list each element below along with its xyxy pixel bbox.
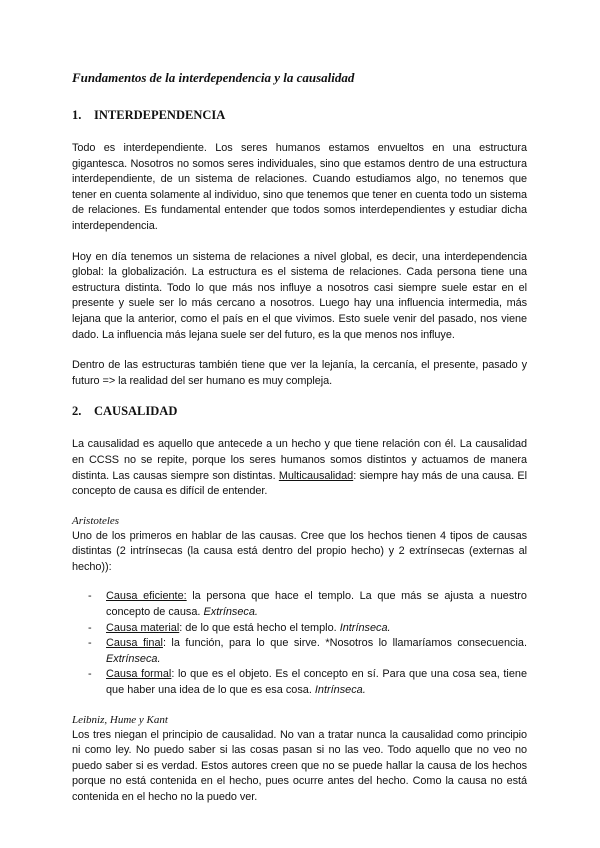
list-dash: - [88, 637, 92, 650]
cause-term: Causa final [106, 637, 163, 650]
document-page [72, 70, 527, 821]
cause-kind: Extrínseca. [106, 652, 161, 665]
section-number: 1. [72, 108, 82, 122]
list-dash: - [88, 668, 92, 681]
section-number: 2. [72, 404, 82, 419]
paragraph: Dentro de las estructuras también tiene que ver la lejanía, la cercanía, el presente, pasado y futuro => la realidad del ser humano es muy compleja. [72, 359, 527, 387]
paragraph: Uno de los primeros en hablar de las causas. Cree que los hechos tienen 4 tipos de causas distintas (2 intrínsecas (la causa está dentro del propio hecho) y 2 extrínsecas (externas al hecho)): [72, 529, 527, 573]
intro-text: : siempre hay más de una causa. El concepto de causa es difícil de entender. [72, 469, 527, 498]
cause-description: la persona que hace el templo. La que más se ajusta a nuestro concepto de causa. [106, 590, 527, 619]
cause-term: Causa eficiente: [106, 590, 187, 603]
cause-description: : la función, para lo que sirve. *Nosotros lo llamaríamos consecuencia. [162, 637, 527, 650]
cause-term: Causa material [106, 621, 180, 634]
paragraph: Hoy en día tenemos un sistema de relaciones a nivel global, es decir, una interdependencia global: la globalización. La estructura es el sistema de relaciones. Cada persona tiene una estructura distinta. Todo lo que más nos influye a nosotros casi siempre suele estar en el presente y suele ser lo más cercano a nosotros. Luego hay una influencia intermedia, más lejana que la anterior, como el país en el que vivimos. Esto suele venir del pasado, nos viene dado. La influencia más lejana suele ser del futuro, es la que menos nos influye. [72, 250, 527, 341]
list-item [72, 621, 527, 637]
cause-kind: Extrínseca. [203, 606, 258, 619]
section-heading-causalidad [72, 404, 527, 419]
cause-kind: Intrínseca. [314, 684, 366, 697]
list-item [72, 589, 527, 620]
intro-text: La causalidad es aquello que antecede a un hecho y que tiene relación con él. La causalidad en CCSS no se repite, porque los seres humanos somos distintos y actuamos de manera distinta. Las causas siempre son distintas. [72, 438, 527, 482]
section-heading-interdependencia [72, 108, 527, 123]
multicausalidad-term: Multicausalidad [278, 469, 354, 482]
subheading-aristoteles: Aristoteles [72, 514, 120, 527]
paragraph: Los tres niegan el principio de causalidad. No van a tratar nunca la causalidad como principio ni como ley. No puedo saber si las cosas pasan si no las veo. Todo aquello que no veo no puedo saber si es verdad. Estos autores creen que no se puede hallar la causa de los hechos porque no está contenida en el hecho, pues ocurre antes del hecho. Como la causa no está contenida en el hecho no la puedo ver. [72, 728, 527, 803]
document-title: Fundamentos de la interdependencia y la causalidad [72, 70, 355, 85]
section-title: INTERDEPENDENCIA [94, 108, 226, 122]
list-item [72, 636, 527, 667]
list-item [72, 667, 527, 698]
cause-description: : de lo que está hecho el templo. [179, 621, 340, 634]
section-title: CAUSALIDAD [94, 404, 178, 419]
cause-term: Causa formal [106, 668, 172, 681]
list-dash: - [88, 621, 92, 634]
list-dash: - [88, 590, 92, 603]
cause-kind: Intrínseca. [339, 621, 391, 634]
paragraph: Todo es interdependiente. Los seres humanos estamos envueltos en una estructura gigantesca. Nosotros no somos seres individuales, sino que estamos dentro de una estructura interdependiente, de un sistema de relaciones. Cuando estudiamos algo, no tenemos que tener en cuenta solamente al individuo, sino que tenemos que tener en cuenta todo un sistema de relaciones. Es fundamental entender que todos somos interdependientes y estudiar dicha interdependencia. [72, 142, 527, 232]
subheading-leibniz-hume-kant: Leibniz, Hume y Kant [72, 713, 168, 726]
cause-description: : lo que es el objeto. Es el concepto en sí. Para que una cosa sea, tiene que haber una idea de lo que es esa cosa. [106, 668, 528, 697]
causalidad-intro [72, 437, 527, 499]
causes-list [72, 589, 527, 698]
